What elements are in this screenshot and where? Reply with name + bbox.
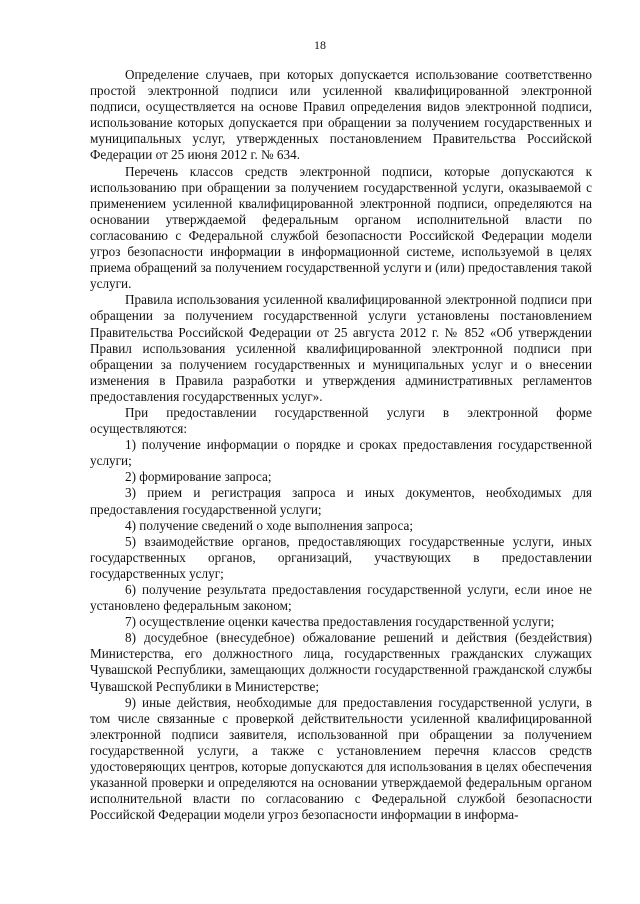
list-item-2: 2) формирование запроса;: [125, 469, 272, 485]
page-number: 18: [314, 38, 326, 52]
list-item-7: 7) осуществление оценки качества предоставления государственной услуги;: [125, 614, 555, 630]
paragraph-signature-rules: Правила использования усиленной квалифицированной электронной подписи при обращении за получением государственной услуги установлены постановлением Правительства Российской Федерации от 25 августа 2012 г. № 852 «Об утверждении Правил использования усиленной квалифицированной электронной подписи при обращении за получением государственных и муниципальных услуг и о внесении изменения в Правила разработки и утверждения административных регламентов предоставления государственных услуг».: [90, 292, 592, 404]
list-item-8: 8) досудебное (внесудебное) обжалование решений и действия (бездействия) Министерства, его должностного лица, государственных гражданских служащих Чувашской Республики, замещающих должности государственной гражданской службы Чувашской Республики в Министерстве;: [90, 630, 592, 694]
list-item-3: 3) прием и регистрация запроса и иных документов, необходимых для предоставления государственной услуги;: [90, 485, 592, 517]
document-body: [90, 67, 592, 823]
list-item-6: 6) получение результата предоставления государственной услуги, если иное не установлено федеральным законом;: [90, 582, 592, 614]
list-item-4: 4) получение сведений о ходе выполнения запроса;: [125, 517, 413, 533]
list-item-9: 9) иные действия, необходимые для предоставления государственной услуги, в том числе связанные с проверкой действительности усиленной квалифицированной электронной подписи заявителя, использованной при обращении за получением государственной услуги, а также с установлением перечня классов средств удостоверяющих центров, которые допускаются для использования в целях обеспечения указанной проверки и определяются на основании утверждаемой федеральным органом исполнительной власти по согласованию с Федеральной службой безопасности Российской Федерации модели угроз безопасности информации в информа-: [90, 694, 592, 823]
list-item-5: 5) взаимодействие органов, предоставляющих государственные услуги, иных государственных органов, организаций, участвующих в предоставлении государственных услуг;: [90, 533, 592, 581]
paragraph-electronic-signature-cases: Определение случаев, при которых допускается использование соответственно простой электронной подписи или усиленной квалифицированной электронной подписи, осуществляется на основе Правил определения видов электронной подписи, использование которых допускается при обращении за получением государственных и муниципальных услуг, утвержденных постановлением Правительства Российской Федерации от 25 июня 2012 г. № 634.: [90, 67, 592, 163]
list-item-1: 1) получение информации о порядке и сроках предоставления государственной услуги;: [90, 437, 592, 469]
paragraph-signature-classes: Перечень классов средств электронной подписи, которые допускаются к использованию при обращении за получением государственной услуги, оказываемой с применением усиленной квалифицированной электронной подписи, определяются на основании утверждаемой федеральным органом исполнительной власти по согласованию с Федеральной службой безопасности Российской Федерации модели угроз безопасности информации в информационной системе, используемой в целях приема обращений за получением государственной услуги и (или) предоставления такой услуги.: [90, 163, 592, 292]
paragraph-electronic-form-intro: При предоставлении государственной услуги в электронной форме осуществляются:: [90, 404, 592, 437]
